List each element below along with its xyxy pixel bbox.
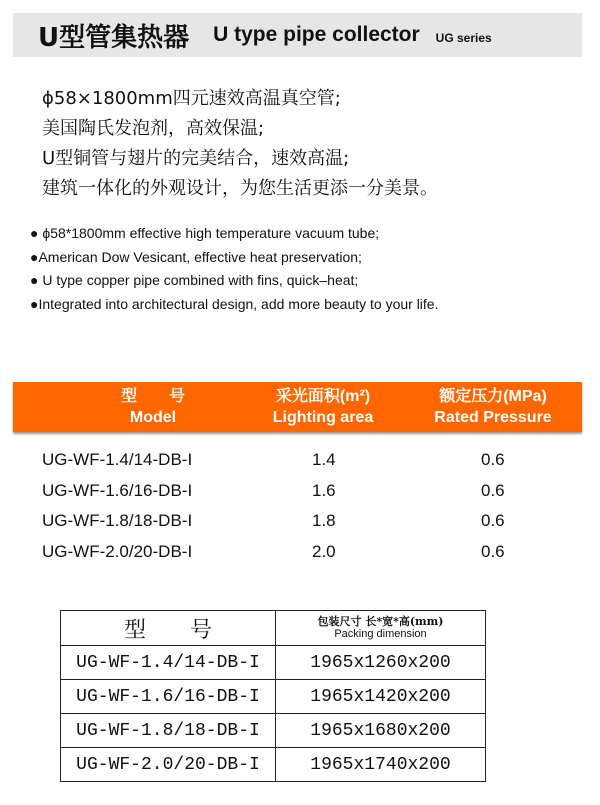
feature-en: ●Integrated into architectural design, add more beauty to your life.: [30, 295, 439, 312]
spec-table-header: [13, 382, 582, 432]
table-row: UG-WF-1.8/18-DB-I 1.8 0.6: [42, 511, 505, 530]
table-row: UG-WF-1.6/16-DB-I 1965x1420x200: [61, 680, 486, 714]
col-pressure: 额定压力(MPa) Rated Pressure: [434, 388, 552, 426]
title-zh: U型管集热器: [38, 22, 190, 53]
table-row: UG-WF-1.6/16-DB-I 1.6 0.6: [42, 480, 505, 500]
features-en: [30, 222, 438, 316]
table-row: UG-WF-1.4/14-DB-I 1.4 0.6: [42, 450, 505, 469]
feature-en: ● U type copper pipe combined with fins, quick–heat;: [30, 272, 359, 288]
col-model: 型 号 Model: [120, 388, 185, 426]
table-row: UG-WF-1.4/14-DB-I 1965x1260x200: [61, 646, 486, 680]
table-header-row: [61, 611, 486, 646]
header-model: 型 号: [61, 611, 276, 646]
packing-table: [60, 610, 486, 782]
feature-zh: U型铜管与翅片的完美结合，速效高温;: [42, 148, 350, 169]
col-area: 采光面积(m²) Lighting area: [272, 388, 374, 426]
table-row: UG-WF-2.0/20-DB-I 1965x1740x200: [61, 748, 486, 782]
table-row: UG-WF-2.0/20-DB-I 2.0 0.6: [42, 541, 505, 561]
feature-zh: 建筑一体化的外观设计，为您生活更添一分美景。: [42, 178, 438, 199]
spec-table-body: [0, 446, 600, 568]
bullet-icon: ●: [30, 295, 39, 312]
bullet-icon: ●: [30, 248, 39, 265]
table-row: UG-WF-1.8/18-DB-I 1965x1680x200: [61, 714, 486, 748]
title-bar: [13, 13, 582, 57]
series-label: UG series: [435, 31, 492, 45]
feature-en: ● ϕ58*1800mm effective high temperature vacuum tube;: [30, 225, 380, 241]
bullet-icon: ●: [30, 225, 43, 241]
title-en: U type pipe collector: [213, 23, 420, 46]
features-zh: [42, 84, 438, 204]
bullet-icon: ●: [30, 272, 43, 288]
header-dimension: 包装尺寸 长*宽*高(mm) Packing dimension: [276, 611, 486, 646]
feature-zh: ϕ58×1800mm四元速效高温真空管;: [42, 88, 341, 109]
feature-zh: 美国陶氏发泡剂，高效保温;: [42, 118, 265, 139]
feature-en: ●American Dow Vesicant, effective heat preservation;: [30, 248, 362, 265]
